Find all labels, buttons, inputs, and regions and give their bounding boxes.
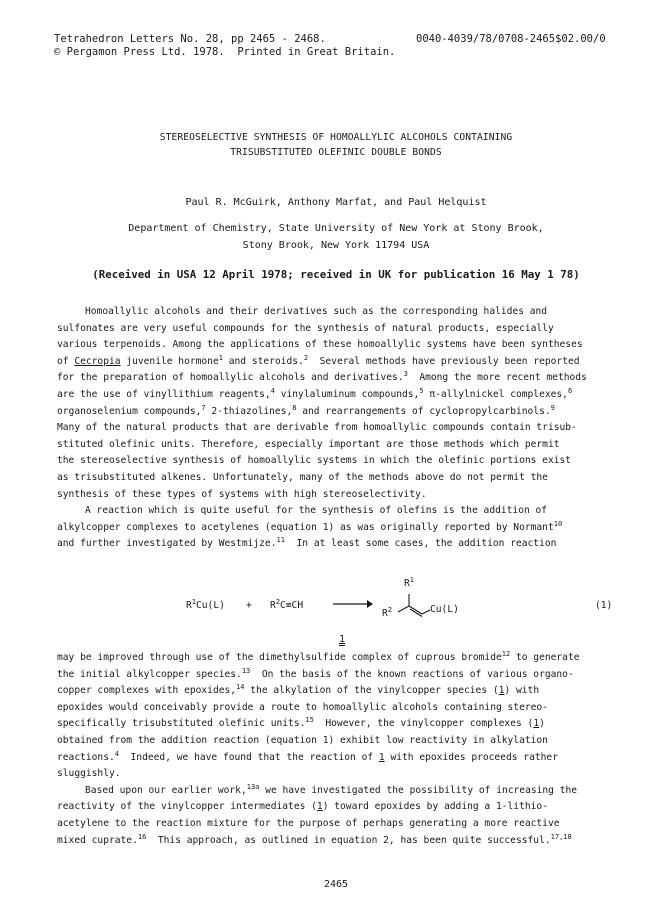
text-line bbox=[57, 387, 631, 404]
text-line: the stereoselective synthesis of homoallylic systems in which the olefinic portions exist bbox=[57, 455, 572, 467]
species-name: Cecropia bbox=[74, 355, 121, 367]
compound-ref: 1 bbox=[533, 718, 540, 730]
reference-superscript: 9 bbox=[550, 403, 555, 412]
received-dates: (Received in USA 12 April 1978; received in UK for publication 16 May 1 78) bbox=[92, 268, 580, 281]
text-fragment: alkylcopper complexes to acetylenes (equation 1) as was originally reported by Normant bbox=[57, 521, 554, 533]
text-line bbox=[57, 833, 631, 850]
affiliation-line-1: Department of Chemistry, State University of New York at Stony Brook, bbox=[128, 223, 544, 234]
text-line: various terpenoids. Among the applications of these homoallylic systems have been syntheses bbox=[57, 339, 583, 351]
text-fragment: reactions. bbox=[57, 751, 115, 763]
equation-1 bbox=[0, 576, 672, 640]
text-line bbox=[57, 520, 631, 537]
compound-ref: 1 bbox=[498, 685, 505, 697]
substituent-index: 2 bbox=[387, 606, 392, 614]
reference-superscript: 14 bbox=[236, 683, 245, 692]
reference-superscript: 12 bbox=[501, 650, 511, 658]
text-fragment: juvenile hormone bbox=[120, 355, 219, 367]
text-fragment: ) toward epoxides by adding a 1-lithio- bbox=[322, 801, 548, 813]
text-fragment: R bbox=[270, 600, 276, 611]
text-fragment: However, the vinylcopper complexes ( bbox=[313, 718, 534, 730]
substituent-index: 1 bbox=[409, 576, 414, 584]
substituent-index: 1 bbox=[191, 598, 196, 606]
text-fragment: Based upon our earlier work, bbox=[85, 784, 247, 796]
text-line bbox=[57, 750, 631, 767]
text-fragment: and steroids. bbox=[222, 355, 304, 367]
text-line bbox=[57, 667, 631, 684]
text-fragment: and rearrangements of cyclopropylcarbinols. bbox=[296, 405, 551, 417]
journal-citation: Tetrahedron Letters No. 28, pp 2465 - 2468. bbox=[54, 33, 326, 45]
text-fragment: we have investigated the possibility of increasing the bbox=[259, 784, 578, 796]
equation-number: (1) bbox=[595, 600, 613, 611]
text-line bbox=[57, 354, 631, 371]
text-fragment: the initial alkylcopper species. bbox=[57, 668, 242, 680]
text-fragment: On the basis of the known reactions of various organo- bbox=[250, 668, 574, 680]
reference-superscript: 17,18 bbox=[550, 832, 572, 841]
compound-ref: 1 bbox=[316, 801, 323, 813]
text-line bbox=[57, 716, 631, 733]
text-line bbox=[57, 683, 631, 700]
reactant-acetylene bbox=[270, 600, 303, 611]
compound-number: 1 bbox=[339, 634, 346, 645]
article-code: 0040-4039/78/0708-2465$02.00/0 bbox=[416, 33, 606, 45]
text-fragment: Several methods have previously been reported bbox=[308, 355, 580, 367]
text-line: as trisubstituted alkenes. Unfortunately, many of the methods above do not permit the bbox=[57, 471, 548, 483]
text-line: acetylene to the reaction mixture for the purpose of perhaps generating a more reactive bbox=[57, 817, 560, 829]
text-fragment: copper complexes with epoxides, bbox=[57, 685, 237, 697]
text-fragment: with epoxides proceeds rather bbox=[384, 751, 558, 763]
text-fragment: Indeed, we have found that the reaction of bbox=[118, 751, 379, 763]
text-fragment: π-allylnickel complexes, bbox=[423, 388, 568, 400]
text-fragment: This approach, as outlined in equation 2, has been quite successful. bbox=[146, 834, 551, 846]
reference-superscript: 13a bbox=[246, 782, 260, 791]
reference-superscript: 5 bbox=[419, 386, 424, 395]
reactant-alkylcopper bbox=[186, 600, 225, 611]
text-line bbox=[57, 536, 631, 553]
text-line: Homoallylic alcohols and their derivatives such as the corresponding halides and bbox=[85, 306, 548, 317]
text-line bbox=[57, 783, 631, 800]
text-fragment: mixed cuprate. bbox=[57, 834, 138, 846]
text-line bbox=[57, 370, 631, 387]
substituent-index: 2 bbox=[275, 598, 280, 606]
text-fragment: vinylaluminum compounds, bbox=[274, 388, 420, 400]
title-line-2: TRISUBSTITUTED OLEFINIC DOUBLE BONDS bbox=[230, 147, 442, 158]
product-copper-group: Cu(L) bbox=[430, 604, 459, 615]
reference-superscript: 1 bbox=[218, 353, 223, 362]
reference-superscript: 7 bbox=[201, 403, 206, 412]
product-substituent-r1 bbox=[404, 578, 414, 589]
reference-superscript: 6 bbox=[567, 386, 573, 395]
text-line: sulfonates are very useful compounds for the synthesis of natural products, especially bbox=[57, 322, 554, 334]
text-fragment: R bbox=[186, 600, 192, 611]
text-line: sluggishly. bbox=[57, 768, 121, 780]
reference-superscript: 13 bbox=[241, 666, 251, 675]
plus-sign: + bbox=[246, 600, 252, 611]
product-substituent-r2 bbox=[382, 608, 392, 619]
text-line: A reaction which is quite useful for the synthesis of olefins is the addition of bbox=[85, 505, 548, 517]
reference-superscript: 8 bbox=[292, 403, 297, 412]
text-fragment: to generate bbox=[510, 652, 580, 663]
text-line bbox=[57, 404, 631, 421]
text-line: Many of the natural products that are derivable from homoallylic compounds contain trisub- bbox=[57, 422, 577, 434]
text-fragment: for the preparation of homoallylic alcohols and derivatives. bbox=[57, 372, 404, 384]
journal-header bbox=[54, 33, 395, 59]
text-fragment: In at least some cases, the addition reaction bbox=[284, 538, 557, 550]
text-fragment: ) with bbox=[504, 685, 540, 697]
publisher-line: © Pergamon Press Ltd. 1978. Printed in Great Britain. bbox=[54, 46, 396, 58]
text-line: synthesis of these types of systems with high stereoselectivity. bbox=[57, 488, 427, 500]
text-fragment: R bbox=[382, 608, 388, 619]
text-fragment: 2-thiazolines, bbox=[205, 405, 293, 417]
text-fragment: ) bbox=[539, 718, 545, 730]
text-fragment: of bbox=[57, 355, 75, 367]
page-number: 2465 bbox=[323, 879, 349, 890]
text-fragment: R bbox=[404, 578, 410, 589]
text-fragment: Among the more recent methods bbox=[407, 372, 587, 384]
affiliation bbox=[0, 220, 672, 254]
reference-superscript: 2 bbox=[303, 353, 309, 362]
text-line bbox=[57, 799, 631, 816]
reference-superscript: 16 bbox=[137, 832, 147, 841]
reference-superscript: 11 bbox=[276, 536, 285, 545]
text-fragment: the alkylation of the vinylcopper species ( bbox=[244, 685, 499, 697]
text-fragment: specifically trisubstituted olefinic units. bbox=[57, 718, 306, 730]
text-line: obtained from the addition reaction (equation 1) exhibit low reactivity in alkylation bbox=[57, 734, 548, 746]
article-title bbox=[0, 130, 672, 160]
body-text-upper bbox=[57, 304, 631, 553]
text-fragment: Cu(L) bbox=[196, 600, 225, 611]
reference-superscript: 4 bbox=[114, 749, 119, 758]
text-fragment: reactivity of the vinylcopper intermediates ( bbox=[57, 801, 317, 813]
body-text-lower bbox=[57, 650, 631, 849]
reference-superscript: 4 bbox=[270, 386, 275, 395]
text-fragment: C≡CH bbox=[280, 600, 304, 611]
text-line bbox=[57, 650, 631, 667]
reference-superscript: 10 bbox=[553, 519, 563, 528]
text-fragment: are the use of vinyllithium reagents, bbox=[57, 388, 271, 400]
text-fragment: organoselenium compounds, bbox=[57, 405, 202, 417]
text-line: epoxides would conceivably provide a route to homoallylic alcohols containing stereo- bbox=[57, 701, 548, 713]
title-line-1: STEREOSELECTIVE SYNTHESIS OF HOMOALLYLIC ALCOHOLS CONTAINING bbox=[159, 132, 513, 143]
author-list: Paul R. McGuirk, Anthony Marfat, and Paul Helquist bbox=[185, 197, 487, 208]
text-fragment: and further investigated by Westmijze. bbox=[57, 538, 277, 550]
reference-superscript: 15 bbox=[305, 716, 314, 725]
text-line: stituted olefinic units. Therefore, especially important are those methods which permit bbox=[57, 438, 560, 450]
product-vinylcopper bbox=[376, 576, 486, 632]
reaction-arrow-icon bbox=[333, 598, 373, 610]
text-fragment: may be improved through use of the dimethylsulfide complex of cuprous bromide bbox=[57, 652, 502, 663]
reference-superscript: 3 bbox=[403, 370, 408, 379]
compound-ref: 1 bbox=[378, 751, 385, 763]
affiliation-line-2: Stony Brook, New York 11794 USA bbox=[242, 240, 430, 251]
